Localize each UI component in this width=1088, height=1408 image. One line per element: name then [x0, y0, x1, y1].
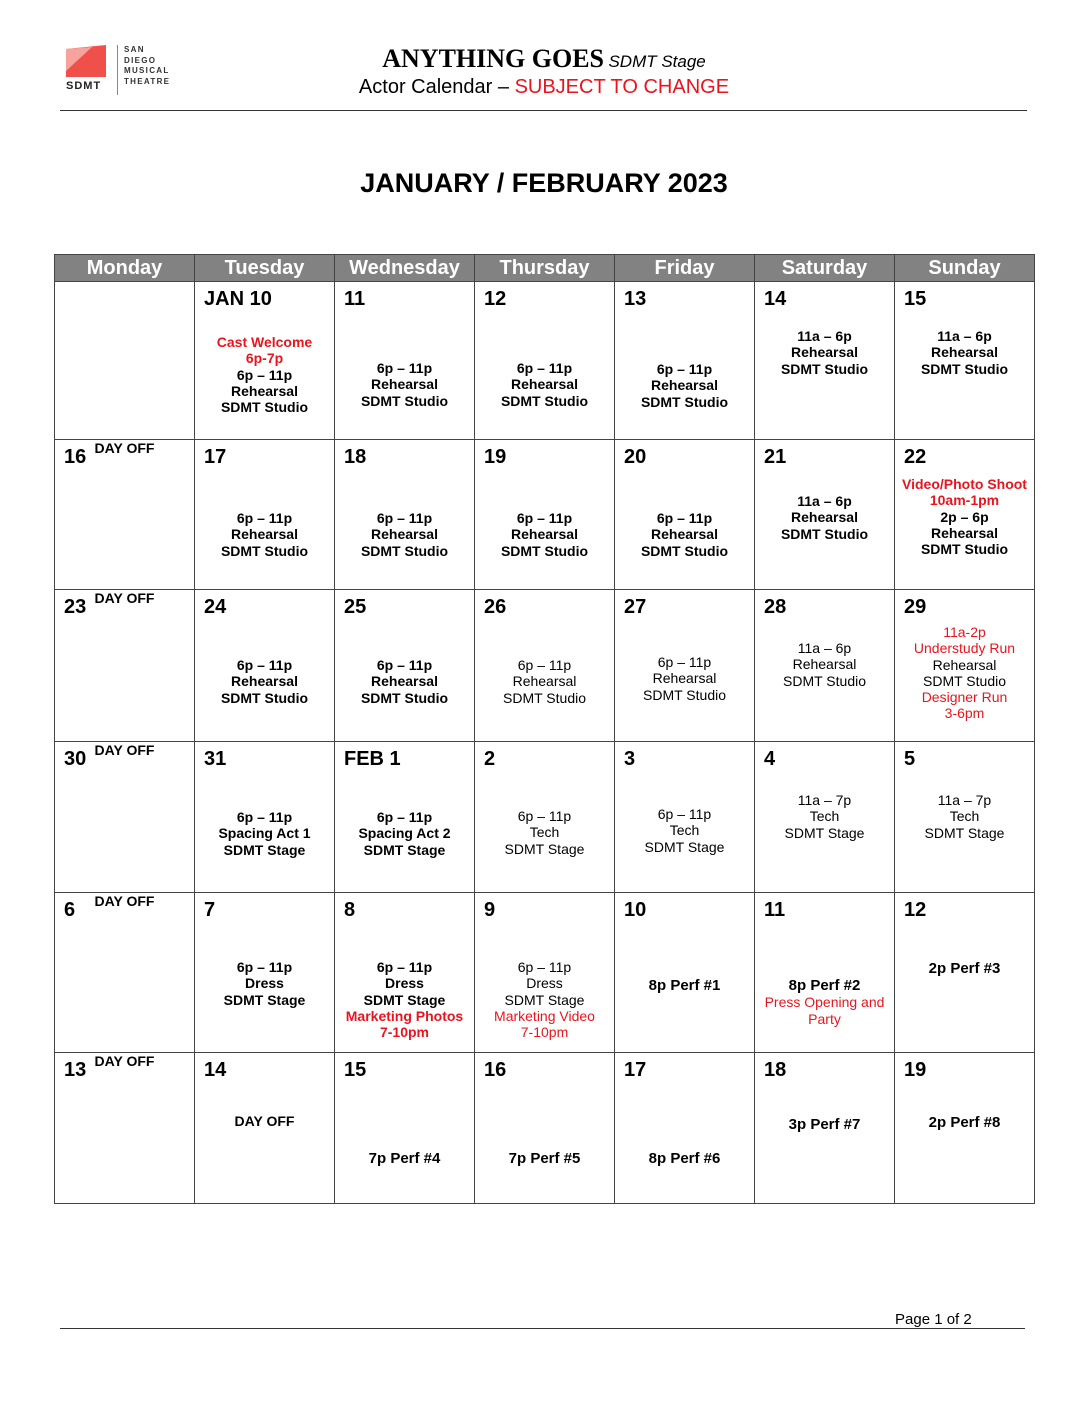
- event-line: 6p – 11p: [517, 808, 572, 824]
- day-events: [755, 493, 894, 542]
- event-line: 6p – 11p: [236, 657, 293, 673]
- day-events: [475, 657, 614, 706]
- event-line: 6p – 11p: [516, 510, 573, 526]
- day-events: [475, 1151, 614, 1167]
- day-number: 4: [764, 748, 776, 770]
- calendar-day-cell: [335, 440, 475, 590]
- weekday-header: Sunday: [895, 255, 1035, 282]
- calendar-day-cell: [615, 893, 755, 1053]
- day-number: 20: [624, 446, 647, 468]
- day-number: 5: [904, 748, 916, 770]
- event-line: Tech: [669, 822, 700, 839]
- event-line: SDMT Studio: [360, 392, 449, 409]
- day-number: 15: [344, 1059, 367, 1081]
- day-events: [755, 978, 894, 1027]
- day-events: [615, 806, 754, 855]
- header-divider: [60, 110, 1027, 111]
- day-events: [475, 808, 614, 857]
- event-line: Designer Run: [921, 689, 1008, 706]
- logo-line: MUSICAL: [124, 66, 170, 75]
- event-line: Rehearsal: [231, 382, 298, 399]
- day-number: 11: [344, 288, 366, 310]
- event-line: SDMT Studio: [640, 542, 729, 559]
- day-number: 16: [64, 446, 87, 468]
- event-line: SDMT Stage: [924, 824, 1005, 841]
- calendar-day-cell: [895, 590, 1035, 742]
- day-number: 19: [904, 1059, 927, 1081]
- event-line: DAY OFF: [94, 590, 155, 606]
- event-line: Press Opening and: [764, 994, 885, 1011]
- calendar-day-cell: [195, 282, 335, 440]
- event-line: 6p – 11p: [517, 657, 572, 673]
- subtitle-alert: SUBJECT TO CHANGE: [514, 76, 730, 98]
- event-line: 6p – 11p: [236, 809, 293, 825]
- day-events: [615, 654, 754, 703]
- day-number: 13: [64, 1059, 87, 1081]
- calendar-day-cell: [55, 590, 195, 742]
- day-events: [615, 361, 754, 410]
- logo-wordmark: [124, 45, 170, 87]
- show-title-line: [300, 44, 788, 74]
- calendar-day-cell: [335, 590, 475, 742]
- day-events: [335, 657, 474, 706]
- day-events: [195, 657, 334, 706]
- calendar-day-cell: [55, 893, 195, 1053]
- calendar-grid: [54, 254, 1035, 1204]
- day-events: [615, 510, 754, 559]
- event-line: SDMT Studio: [500, 542, 589, 559]
- event-line: 6p – 11p: [656, 510, 713, 526]
- day-number: 14: [764, 288, 787, 310]
- event-line: 10am-1pm: [929, 492, 1000, 509]
- event-line: 6p – 11p: [236, 366, 293, 383]
- event-line: DAY OFF: [94, 893, 155, 909]
- calendar-day-cell: [195, 440, 335, 590]
- event-line: SDMT Stage: [504, 991, 585, 1008]
- event-line: 6p – 11p: [376, 360, 433, 376]
- weekday-header: Friday: [615, 255, 755, 282]
- day-events: [475, 510, 614, 559]
- calendar-day-cell: [615, 282, 755, 440]
- day-number: 17: [204, 446, 227, 468]
- calendar-subtitle: [300, 76, 788, 99]
- calendar-day-cell: [195, 742, 335, 893]
- event-line: Rehearsal: [371, 673, 438, 690]
- day-events: [755, 792, 894, 841]
- day-number: 16: [484, 1059, 507, 1081]
- event-line: SDMT Stage: [223, 841, 306, 858]
- event-line: SDMT Studio: [780, 360, 869, 377]
- day-events: [195, 959, 334, 1008]
- day-number: 10: [624, 899, 647, 921]
- calendar-day-cell: [475, 1053, 615, 1204]
- calendar-day-cell: [475, 893, 615, 1053]
- event-line: 6p – 11p: [376, 510, 433, 526]
- day-events: [195, 1113, 334, 1129]
- day-number: 17: [624, 1059, 647, 1081]
- event-line: SDMT Studio: [500, 392, 589, 409]
- event-line: SDMT Studio: [920, 360, 1009, 377]
- calendar-week-row: [55, 440, 1035, 590]
- calendar-day-cell: [755, 893, 895, 1053]
- day-events: [55, 742, 194, 758]
- event-line: Rehearsal: [231, 673, 298, 690]
- event-line: Rehearsal: [511, 376, 578, 393]
- day-events: [335, 809, 474, 858]
- event-line: 7p Perf #4: [368, 1150, 441, 1167]
- calendar-day-cell: [475, 742, 615, 893]
- event-line: 6p – 11p: [236, 510, 293, 526]
- event-line: Understudy Run: [913, 640, 1016, 657]
- calendar-day-cell: [755, 742, 895, 893]
- event-line: Tech: [809, 808, 840, 825]
- day-events: [55, 1053, 194, 1069]
- day-events: [335, 360, 474, 409]
- event-line: Rehearsal: [511, 526, 578, 543]
- event-line: 3p Perf #7: [788, 1116, 861, 1133]
- event-line: Marketing Photos: [345, 1007, 464, 1024]
- day-number: 28: [764, 596, 787, 618]
- event-line: SDMT Stage: [644, 838, 725, 855]
- weekday-header: Wednesday: [335, 255, 475, 282]
- calendar-day-cell: [55, 282, 195, 440]
- event-line: SDMT Studio: [360, 542, 449, 559]
- event-line: SDMT Stage: [223, 991, 306, 1008]
- calendar-day-cell: [55, 742, 195, 893]
- weekday-header: Monday: [55, 255, 195, 282]
- event-line: Rehearsal: [651, 377, 718, 394]
- day-number: 31: [204, 748, 227, 770]
- day-events: [895, 1115, 1034, 1131]
- event-line: 8p Perf #1: [648, 977, 721, 994]
- day-events: [335, 959, 474, 1040]
- calendar-day-cell: [475, 440, 615, 590]
- event-line: 7-10pm: [379, 1024, 430, 1041]
- day-events: [195, 809, 334, 858]
- event-line: Dress: [526, 975, 563, 992]
- event-line: 3-6pm: [944, 705, 985, 722]
- event-line: Rehearsal: [652, 670, 717, 687]
- month-title: JANUARY / FEBRUARY 2023: [360, 168, 728, 198]
- event-line: 11a-2p: [943, 624, 986, 640]
- event-line: 6p – 11p: [517, 959, 572, 975]
- calendar-day-cell: [895, 1053, 1035, 1204]
- day-events: [895, 624, 1034, 722]
- calendar-day-cell: [335, 1053, 475, 1204]
- event-line: 11a – 6p: [937, 328, 992, 344]
- event-line: 6p – 11p: [376, 959, 433, 975]
- event-line: Tech: [949, 808, 980, 825]
- event-line: Spacing Act 1: [218, 825, 311, 842]
- calendar-day-cell: [895, 893, 1035, 1053]
- event-line: 11a – 6p: [797, 640, 852, 656]
- event-line: SDMT Studio: [220, 542, 309, 559]
- event-line: Rehearsal: [791, 509, 858, 526]
- day-number: 8: [344, 899, 356, 921]
- event-line: 2p Perf #3: [928, 960, 1001, 977]
- event-line: Video/Photo Shoot: [902, 476, 1027, 492]
- day-number: 24: [204, 596, 227, 618]
- event-line: DAY OFF: [234, 1113, 295, 1129]
- day-events: [195, 510, 334, 559]
- event-line: 7p Perf #5: [508, 1150, 581, 1167]
- day-number: 15: [904, 288, 927, 310]
- event-line: 11a – 7p: [937, 792, 992, 808]
- event-line: 6p – 11p: [656, 361, 713, 377]
- calendar-day-cell: [895, 440, 1035, 590]
- subtitle-prefix: Actor Calendar –: [358, 76, 515, 98]
- show-venue: SDMT Stage: [608, 52, 706, 71]
- event-line: SDMT Stage: [504, 840, 585, 857]
- day-events: [615, 978, 754, 994]
- event-line: SDMT Studio: [920, 541, 1009, 558]
- day-number: 14: [204, 1059, 227, 1081]
- event-line: Dress: [385, 975, 424, 992]
- day-number: JAN 10: [204, 288, 272, 310]
- day-events: [755, 1117, 894, 1133]
- event-line: 6p – 11p: [376, 809, 433, 825]
- event-line: SDMT Studio: [360, 689, 449, 706]
- show-title: ANYTHING GOES: [382, 44, 604, 73]
- day-events: [755, 640, 894, 689]
- logo-line: THEATRE: [124, 76, 171, 86]
- event-line: Rehearsal: [931, 524, 998, 541]
- day-number: 6: [64, 899, 76, 921]
- calendar-day-cell: [895, 282, 1035, 440]
- event-line: 6p – 11p: [657, 806, 712, 822]
- event-line: Tech: [529, 824, 560, 841]
- logo-line: DIEGO: [124, 55, 157, 65]
- event-line: SDMT Stage: [363, 991, 446, 1008]
- page-number: Page 1 of 2: [895, 1311, 972, 1328]
- day-events: [195, 334, 334, 415]
- calendar-week-row: [55, 590, 1035, 742]
- event-line: Rehearsal: [231, 526, 298, 543]
- day-events: [615, 1151, 754, 1167]
- event-line: Party: [808, 1010, 841, 1027]
- event-line: SDMT Stage: [363, 841, 446, 858]
- calendar-day-cell: [195, 590, 335, 742]
- day-number: 23: [64, 596, 87, 618]
- day-events: [475, 959, 614, 1040]
- calendar-day-cell: [615, 590, 755, 742]
- day-number: 2: [484, 748, 496, 770]
- calendar-day-cell: [195, 1053, 335, 1204]
- day-events: [55, 440, 194, 456]
- day-number: FEB 1: [344, 748, 401, 770]
- day-number: 19: [484, 446, 507, 468]
- logo-line: SAN: [124, 45, 145, 54]
- day-number: 7: [204, 899, 216, 921]
- event-line: Cast Welcome: [216, 334, 313, 350]
- calendar-day-cell: [335, 282, 475, 440]
- event-line: Rehearsal: [932, 656, 997, 673]
- calendar-week-row: [55, 742, 1035, 893]
- event-line: Rehearsal: [651, 526, 718, 543]
- weekday-header: Thursday: [475, 255, 615, 282]
- day-number: 27: [624, 596, 647, 618]
- event-line: Spacing Act 2: [358, 825, 451, 842]
- event-line: SDMT Stage: [784, 824, 865, 841]
- event-line: 8p Perf #6: [648, 1150, 721, 1167]
- day-number: 11: [764, 899, 786, 921]
- sdmt-logo: [66, 45, 176, 97]
- event-line: Rehearsal: [371, 526, 438, 543]
- sdmt-logo-mark-icon: [66, 45, 106, 77]
- calendar-week-row: [55, 1053, 1035, 1204]
- day-number: 22: [904, 446, 927, 468]
- calendar-day-cell: [615, 742, 755, 893]
- weekday-header-row: [55, 255, 1035, 282]
- event-line: DAY OFF: [94, 440, 155, 456]
- event-line: 8p Perf #2: [788, 977, 861, 994]
- day-number: 18: [344, 446, 367, 468]
- event-line: 11a – 7p: [797, 792, 852, 808]
- header-title-block: [300, 44, 788, 99]
- calendar-day-cell: [755, 440, 895, 590]
- event-line: Marketing Video: [494, 1007, 595, 1024]
- event-line: 6p-7p: [245, 350, 284, 367]
- event-line: SDMT Studio: [503, 689, 586, 706]
- day-events: [895, 792, 1034, 841]
- day-number: 3: [624, 748, 636, 770]
- day-number: 26: [484, 596, 507, 618]
- event-line: Rehearsal: [791, 344, 858, 361]
- calendar-day-cell: [755, 1053, 895, 1204]
- calendar-week-row: [55, 282, 1035, 440]
- event-line: 7-10pm: [520, 1024, 569, 1041]
- event-line: 11a – 6p: [797, 328, 852, 344]
- day-number: 13: [624, 288, 647, 310]
- event-line: Dress: [245, 975, 284, 992]
- calendar-day-cell: [335, 742, 475, 893]
- calendar-day-cell: [755, 590, 895, 742]
- event-line: Rehearsal: [931, 344, 998, 361]
- day-number: 18: [764, 1059, 787, 1081]
- day-events: [55, 590, 194, 606]
- event-line: Rehearsal: [512, 673, 577, 690]
- calendar-week-row: [55, 893, 1035, 1053]
- event-line: SDMT Studio: [640, 393, 729, 410]
- weekday-header: Tuesday: [195, 255, 335, 282]
- day-number: 21: [764, 446, 787, 468]
- calendar-day-cell: [195, 893, 335, 1053]
- day-events: [475, 360, 614, 409]
- day-events: [755, 328, 894, 377]
- day-number: 12: [904, 899, 927, 921]
- logo-divider: [117, 45, 118, 95]
- event-line: 11a – 6p: [797, 493, 852, 509]
- calendar-day-cell: [895, 742, 1035, 893]
- calendar-day-cell: [615, 1053, 755, 1204]
- event-line: 6p – 11p: [376, 657, 433, 673]
- event-line: SDMT Studio: [220, 399, 309, 416]
- event-line: SDMT Studio: [923, 672, 1006, 689]
- event-line: 2p Perf #8: [928, 1114, 1001, 1131]
- event-line: Rehearsal: [792, 656, 857, 673]
- event-line: Rehearsal: [371, 376, 438, 393]
- day-events: [335, 510, 474, 559]
- event-line: DAY OFF: [94, 742, 155, 758]
- calendar-day-cell: [55, 440, 195, 590]
- day-events: [335, 1151, 474, 1167]
- calendar-day-cell: [475, 282, 615, 440]
- event-line: SDMT Studio: [783, 672, 866, 689]
- day-events: [895, 961, 1034, 977]
- day-number: 9: [484, 899, 496, 921]
- day-number: 25: [344, 596, 367, 618]
- calendar-day-cell: [755, 282, 895, 440]
- day-events: [895, 476, 1034, 557]
- footer-divider: [60, 1328, 1025, 1329]
- weekday-header: Saturday: [755, 255, 895, 282]
- day-events: [895, 328, 1034, 377]
- event-line: SDMT Studio: [643, 686, 726, 703]
- day-number: 30: [64, 748, 87, 770]
- event-line: 6p – 11p: [657, 654, 712, 670]
- event-line: SDMT Studio: [780, 525, 869, 542]
- calendar-day-cell: [335, 893, 475, 1053]
- calendar-day-cell: [475, 590, 615, 742]
- calendar-day-cell: [615, 440, 755, 590]
- event-line: 6p – 11p: [516, 360, 573, 376]
- day-events: [55, 893, 194, 909]
- event-line: 6p – 11p: [236, 959, 293, 975]
- day-number: 12: [484, 288, 507, 310]
- calendar-day-cell: [55, 1053, 195, 1204]
- event-line: DAY OFF: [94, 1053, 155, 1069]
- event-line: SDMT Studio: [220, 689, 309, 706]
- event-line: 2p – 6p: [940, 508, 989, 525]
- logo-abbr: SDMT: [66, 80, 102, 92]
- day-number: 29: [904, 596, 927, 618]
